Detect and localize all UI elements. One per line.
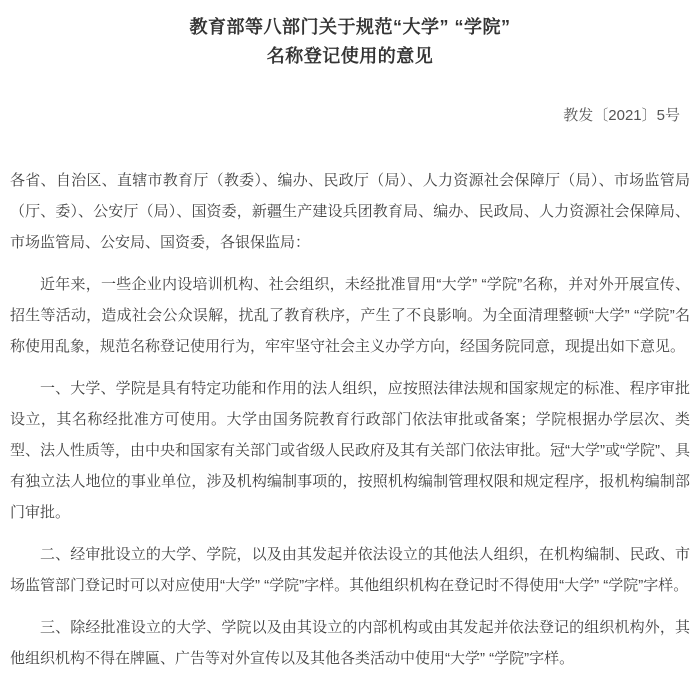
document-title — [10, 13, 690, 71]
document-number: 教发〔2021〕5号 — [563, 107, 680, 124]
body-paragraph-item-3: 三、除经批准设立的大学、学院以及由其设立的内部机构或由其发起并依法登记的组织机构外，其他组织机构不得在牌匾、广告等对外宣传以及其他各类活动中使用“大学” “学院”字样。 — [10, 619, 690, 667]
body-paragraph-item-1: 一、大学、学院是具有特定功能和作用的法人组织，应按照法律法规和国家规定的标准、程序审批设立，其名称经批准方可使用。大学由国务院教育行政部门依法审批或备案；学院根据办学层次、类型、法人性质等，由中央和国家有关部门或省级人民政府及其有关部门依法审批。冠“大学”或“学院”、具有独立法人地位的事业单位，涉及机构编制事项的，按照机构编制管理权限和规定程序，报机构编制部门审批。 — [10, 380, 690, 521]
body-paragraph-intro: 近年来，一些企业内设培训机构、社会组织，未经批准冒用“大学” “学院”名称，并对外开展宣传、招生等活动，造成社会公众误解，扰乱了教育秩序，产生了不良影响。为全面清理整顿“大学” “学院”名称使用乱象，规范名称登记使用行为，牢牢坚守社会主义办学方向，经国务院同意，现提出如下意见。 — [10, 276, 690, 355]
salutation-paragraph: 各省、自治区、直辖市教育厅（教委）、编办、民政厅（局）、人力资源社会保障厅（局）、市场监管局（厅、委）、公安厅（局）、国资委，新疆生产建设兵团教育局、编办、民政局、人力资源社会保障局、市场监管局、公安局、国资委，各银保监局： — [10, 172, 690, 251]
body-paragraph-item-2: 二、经审批设立的大学、学院，以及由其发起并依法设立的其他法人组织，在机构编制、民政、市场监管部门登记时可以对应使用“大学” “学院”字样。其他组织机构在登记时不得使用“大学” “学院”字样。 — [10, 546, 690, 594]
document-title-line1: 教育部等八部门关于规范“大学” “学院” — [189, 17, 511, 37]
document-title-line2: 名称登记使用的意见 — [266, 46, 434, 66]
